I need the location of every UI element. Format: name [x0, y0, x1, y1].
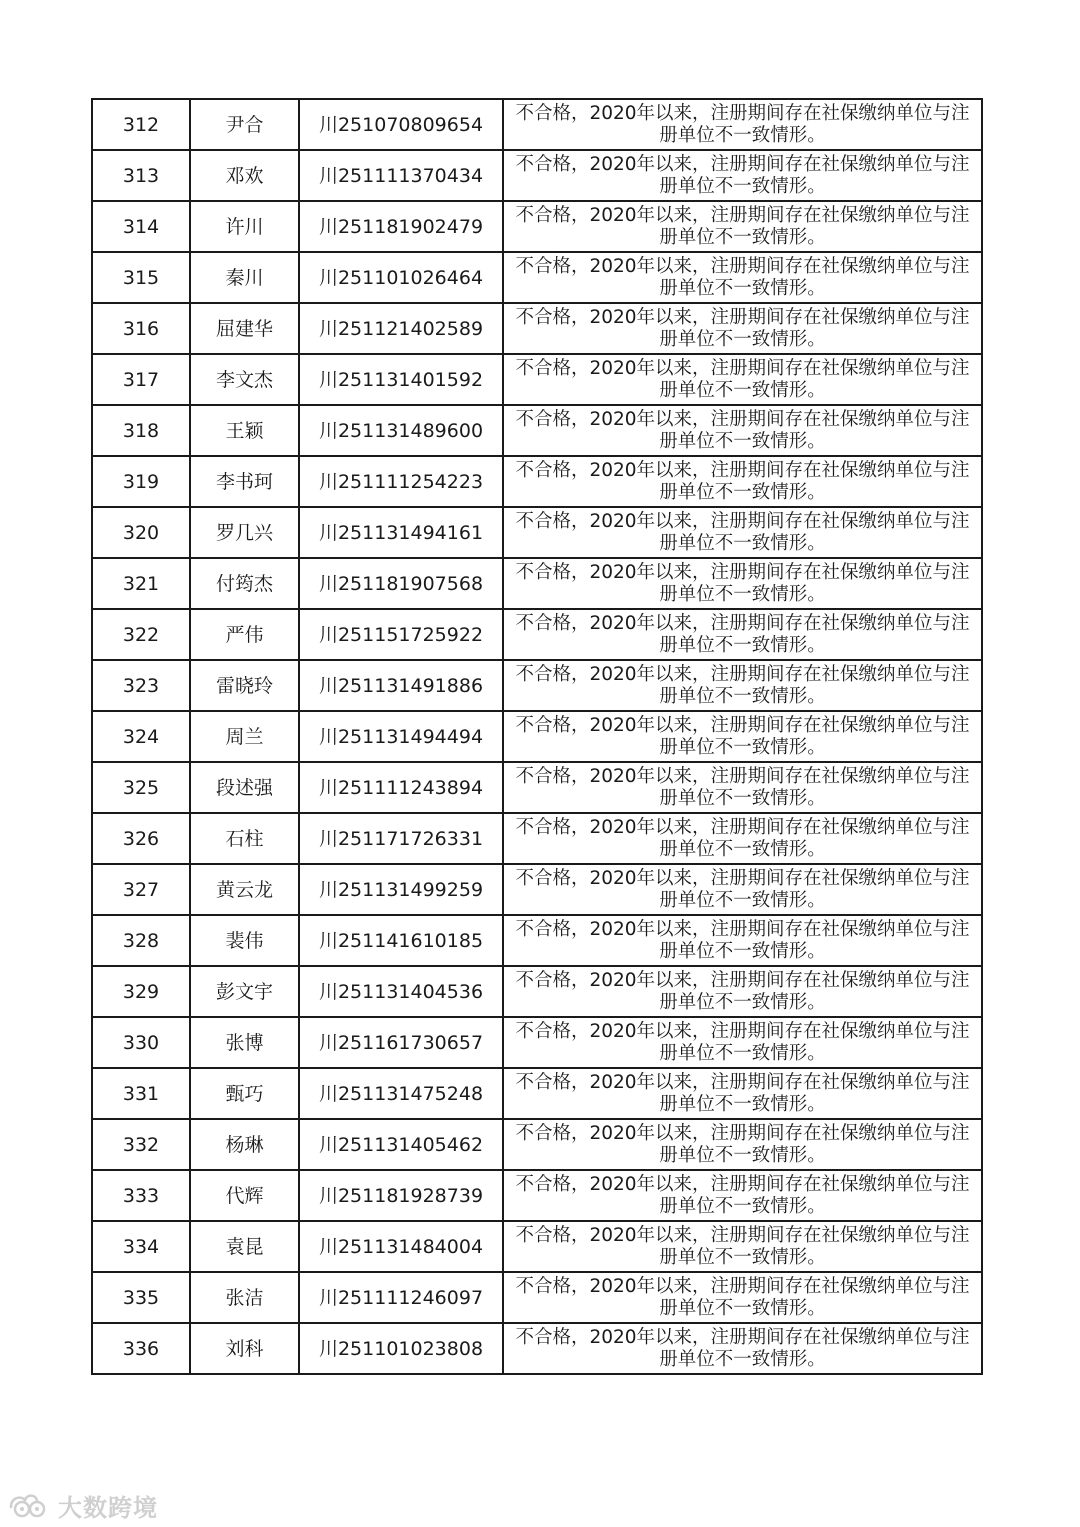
result-cell: 不合格，2020年以来，注册期间存在社保缴纳单位与注册单位不一致情形。: [503, 507, 982, 558]
name-cell: 邓欢: [190, 150, 299, 201]
result-cell: 不合格，2020年以来，注册期间存在社保缴纳单位与注册单位不一致情形。: [503, 558, 982, 609]
table-row: [92, 609, 982, 660]
certificate-number-cell: 川251131475248: [299, 1068, 503, 1119]
result-cell: 不合格，2020年以来，注册期间存在社保缴纳单位与注册单位不一致情形。: [503, 813, 982, 864]
row-number-cell: 317: [92, 354, 190, 405]
row-number-cell: 312: [92, 99, 190, 150]
certificate-number-cell: 川251111243894: [299, 762, 503, 813]
table-row: [92, 1272, 982, 1323]
certificate-number-cell: 川251101026464: [299, 252, 503, 303]
row-number-cell: 329: [92, 966, 190, 1017]
table-row: [92, 507, 982, 558]
row-number-cell: 330: [92, 1017, 190, 1068]
table-row: [92, 558, 982, 609]
row-number-cell: 332: [92, 1119, 190, 1170]
table-row: [92, 201, 982, 252]
name-cell: 尹合: [190, 99, 299, 150]
name-cell: 李文杰: [190, 354, 299, 405]
result-cell: 不合格，2020年以来，注册期间存在社保缴纳单位与注册单位不一致情形。: [503, 762, 982, 813]
name-cell: 代辉: [190, 1170, 299, 1221]
row-number-cell: 326: [92, 813, 190, 864]
table-row: [92, 150, 982, 201]
table-row: [92, 405, 982, 456]
table-row: [92, 966, 982, 1017]
result-cell: 不合格，2020年以来，注册期间存在社保缴纳单位与注册单位不一致情形。: [503, 201, 982, 252]
table-body: [92, 99, 982, 1374]
certificate-number-cell: 川251111370434: [299, 150, 503, 201]
table-row: [92, 99, 982, 150]
certificate-number-cell: 川251181928739: [299, 1170, 503, 1221]
result-cell: 不合格，2020年以来，注册期间存在社保缴纳单位与注册单位不一致情形。: [503, 99, 982, 150]
result-cell: 不合格，2020年以来，注册期间存在社保缴纳单位与注册单位不一致情形。: [503, 456, 982, 507]
name-cell: 罗几兴: [190, 507, 299, 558]
row-number-cell: 315: [92, 252, 190, 303]
certificate-number-cell: 川251141610185: [299, 915, 503, 966]
table-row: [92, 1119, 982, 1170]
name-cell: 李书珂: [190, 456, 299, 507]
row-number-cell: 333: [92, 1170, 190, 1221]
name-cell: 王颖: [190, 405, 299, 456]
row-number-cell: 313: [92, 150, 190, 201]
table-row: [92, 303, 982, 354]
certificate-number-cell: 川251161730657: [299, 1017, 503, 1068]
name-cell: 付筠杰: [190, 558, 299, 609]
result-cell: 不合格，2020年以来，注册期间存在社保缴纳单位与注册单位不一致情形。: [503, 1323, 982, 1374]
certificate-number-cell: 川251131499259: [299, 864, 503, 915]
table-row: [92, 456, 982, 507]
name-cell: 许川: [190, 201, 299, 252]
result-cell: 不合格，2020年以来，注册期间存在社保缴纳单位与注册单位不一致情形。: [503, 150, 982, 201]
table-row: [92, 1323, 982, 1374]
result-cell: 不合格，2020年以来，注册期间存在社保缴纳单位与注册单位不一致情形。: [503, 1017, 982, 1068]
certificate-number-cell: 川251131404536: [299, 966, 503, 1017]
table-row: [92, 1221, 982, 1272]
table-row: [92, 354, 982, 405]
row-number-cell: 334: [92, 1221, 190, 1272]
certificate-number-cell: 川251181902479: [299, 201, 503, 252]
table-row: [92, 660, 982, 711]
name-cell: 甄巧: [190, 1068, 299, 1119]
result-cell: 不合格，2020年以来，注册期间存在社保缴纳单位与注册单位不一致情形。: [503, 660, 982, 711]
result-cell: 不合格，2020年以来，注册期间存在社保缴纳单位与注册单位不一致情形。: [503, 609, 982, 660]
result-cell: 不合格，2020年以来，注册期间存在社保缴纳单位与注册单位不一致情形。: [503, 711, 982, 762]
name-cell: 秦川: [190, 252, 299, 303]
table-row: [92, 915, 982, 966]
name-cell: 张博: [190, 1017, 299, 1068]
name-cell: 杨琳: [190, 1119, 299, 1170]
row-number-cell: 325: [92, 762, 190, 813]
row-number-cell: 324: [92, 711, 190, 762]
name-cell: 段述强: [190, 762, 299, 813]
row-number-cell: 320: [92, 507, 190, 558]
certificate-number-cell: 川251131491886: [299, 660, 503, 711]
certificate-number-cell: 川251070809654: [299, 99, 503, 150]
table-row: [92, 252, 982, 303]
name-cell: 屈建华: [190, 303, 299, 354]
brand-logo-icon: [8, 1490, 52, 1520]
name-cell: 石柱: [190, 813, 299, 864]
row-number-cell: 331: [92, 1068, 190, 1119]
result-cell: 不合格，2020年以来，注册期间存在社保缴纳单位与注册单位不一致情形。: [503, 1170, 982, 1221]
table-row: [92, 864, 982, 915]
watermark: [8, 1488, 158, 1522]
result-cell: 不合格，2020年以来，注册期间存在社保缴纳单位与注册单位不一致情形。: [503, 1068, 982, 1119]
name-cell: 严伟: [190, 609, 299, 660]
table-row: [92, 711, 982, 762]
name-cell: 袁昆: [190, 1221, 299, 1272]
row-number-cell: 319: [92, 456, 190, 507]
result-cell: 不合格，2020年以来，注册期间存在社保缴纳单位与注册单位不一致情形。: [503, 1119, 982, 1170]
table-row: [92, 813, 982, 864]
row-number-cell: 321: [92, 558, 190, 609]
name-cell: 黄云龙: [190, 864, 299, 915]
certificate-number-cell: 川251131489600: [299, 405, 503, 456]
table-row: [92, 762, 982, 813]
row-number-cell: 328: [92, 915, 190, 966]
result-cell: 不合格，2020年以来，注册期间存在社保缴纳单位与注册单位不一致情形。: [503, 915, 982, 966]
table-row: [92, 1017, 982, 1068]
certificate-number-cell: 川251121402589: [299, 303, 503, 354]
result-cell: 不合格，2020年以来，注册期间存在社保缴纳单位与注册单位不一致情形。: [503, 1221, 982, 1272]
result-cell: 不合格，2020年以来，注册期间存在社保缴纳单位与注册单位不一致情形。: [503, 405, 982, 456]
certificate-number-cell: 川251131494494: [299, 711, 503, 762]
name-cell: 彭文宇: [190, 966, 299, 1017]
row-number-cell: 323: [92, 660, 190, 711]
row-number-cell: 335: [92, 1272, 190, 1323]
watermark-text: 大数跨境: [58, 1493, 158, 1522]
result-cell: 不合格，2020年以来，注册期间存在社保缴纳单位与注册单位不一致情形。: [503, 864, 982, 915]
row-number-cell: 322: [92, 609, 190, 660]
certificate-number-cell: 川251171726331: [299, 813, 503, 864]
name-cell: 雷晓玲: [190, 660, 299, 711]
certificate-number-cell: 川251131405462: [299, 1119, 503, 1170]
certificate-number-cell: 川251111246097: [299, 1272, 503, 1323]
name-cell: 周兰: [190, 711, 299, 762]
row-number-cell: 336: [92, 1323, 190, 1374]
row-number-cell: 314: [92, 201, 190, 252]
table-row: [92, 1170, 982, 1221]
certificate-number-cell: 川251151725922: [299, 609, 503, 660]
result-cell: 不合格，2020年以来，注册期间存在社保缴纳单位与注册单位不一致情形。: [503, 966, 982, 1017]
certificate-number-cell: 川251131401592: [299, 354, 503, 405]
inspection-result-table: [91, 98, 983, 1375]
result-cell: 不合格，2020年以来，注册期间存在社保缴纳单位与注册单位不一致情形。: [503, 303, 982, 354]
row-number-cell: 316: [92, 303, 190, 354]
row-number-cell: 318: [92, 405, 190, 456]
result-cell: 不合格，2020年以来，注册期间存在社保缴纳单位与注册单位不一致情形。: [503, 354, 982, 405]
name-cell: 张洁: [190, 1272, 299, 1323]
result-cell: 不合格，2020年以来，注册期间存在社保缴纳单位与注册单位不一致情形。: [503, 252, 982, 303]
certificate-number-cell: 川251131484004: [299, 1221, 503, 1272]
row-number-cell: 327: [92, 864, 190, 915]
result-cell: 不合格，2020年以来，注册期间存在社保缴纳单位与注册单位不一致情形。: [503, 1272, 982, 1323]
certificate-number-cell: 川251101023808: [299, 1323, 503, 1374]
certificate-number-cell: 川251181907568: [299, 558, 503, 609]
table-row: [92, 1068, 982, 1119]
name-cell: 刘科: [190, 1323, 299, 1374]
name-cell: 裴伟: [190, 915, 299, 966]
certificate-number-cell: 川251131494161: [299, 507, 503, 558]
certificate-number-cell: 川251111254223: [299, 456, 503, 507]
